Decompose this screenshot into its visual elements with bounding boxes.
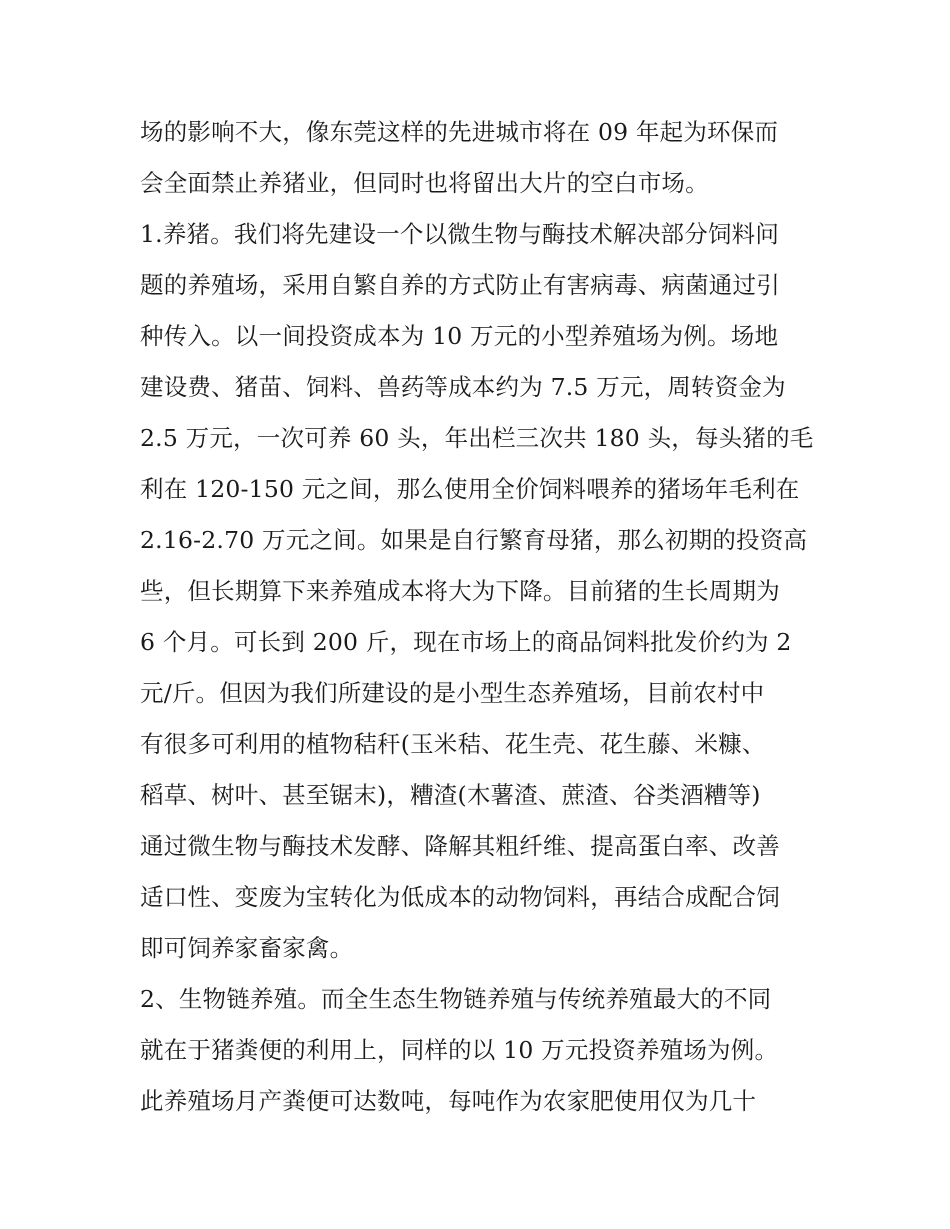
text-line: 2、生物链养殖。而全生态生物链养殖与传统养殖最大的不同 xyxy=(140,985,772,1013)
text-line: 2.16-2.70 万元之间。如果是自行繁育母猪，那么初期的投资高 xyxy=(140,526,808,554)
text-line: 通过微生物与酶技术发酵、降解其粗纤维、提高蛋白率、改善 xyxy=(140,832,780,860)
text-line: 会全面禁止养猪业，但同时也将留出大片的空白市场。 xyxy=(140,169,709,197)
text-line: 元/斤。但因为我们所建设的是小型生态养殖场，目前农村中 xyxy=(140,679,765,707)
text-line: 1.养猪。我们将先建设一个以微生物与酶技术解决部分饲料问 xyxy=(140,220,780,248)
text-line: 此养殖场月产粪便可达数吨，每吨作为农家肥使用仅为几十 xyxy=(140,1087,757,1115)
text-line: 建设费、猪苗、饲料、兽药等成本约为 7.5 万元，周转资金为 xyxy=(140,373,786,401)
text-line: 适口性、变废为宝转化为低成本的动物饲料，再结合成配合饲 xyxy=(140,883,780,911)
text-line: 些，但长期算下来养殖成本将大为下降。目前猪的生长周期为 xyxy=(140,577,780,605)
text-line: 2.5 万元，一次可养 60 头，年出栏三次共 180 头，每头猪的毛 xyxy=(140,424,814,452)
text-line: 场的影响不大，像东莞这样的先进城市将在 09 年起为环保而 xyxy=(140,118,779,146)
text-line: 即可饲养家畜家禽。 xyxy=(140,934,354,962)
body-text xyxy=(140,107,830,1127)
text-line: 稻草、树叶、甚至锯末)，糟渣(木薯渣、蔗渣、谷类酒糟等) xyxy=(140,781,761,809)
text-line: 题的养殖场，采用自繁自养的方式防止有害病毒、病菌通过引 xyxy=(140,271,780,299)
text-line: 种传入。以一间投资成本为 10 万元的小型养殖场为例。场地 xyxy=(140,322,779,350)
text-line: 利在 120-150 元之间，那么使用全价饲料喂养的猪场年毛利在 xyxy=(140,475,800,503)
text-line: 6 个月。可长到 200 斤，现在市场上的商品饲料批发价约为 2 xyxy=(140,628,792,656)
text-line: 有很多可利用的植物秸秆(玉米秸、花生壳、花生藤、米糠、 xyxy=(140,730,766,758)
text-line: 就在于猪粪便的利用上，同样的以 10 万元投资养殖场为例。 xyxy=(140,1036,779,1064)
